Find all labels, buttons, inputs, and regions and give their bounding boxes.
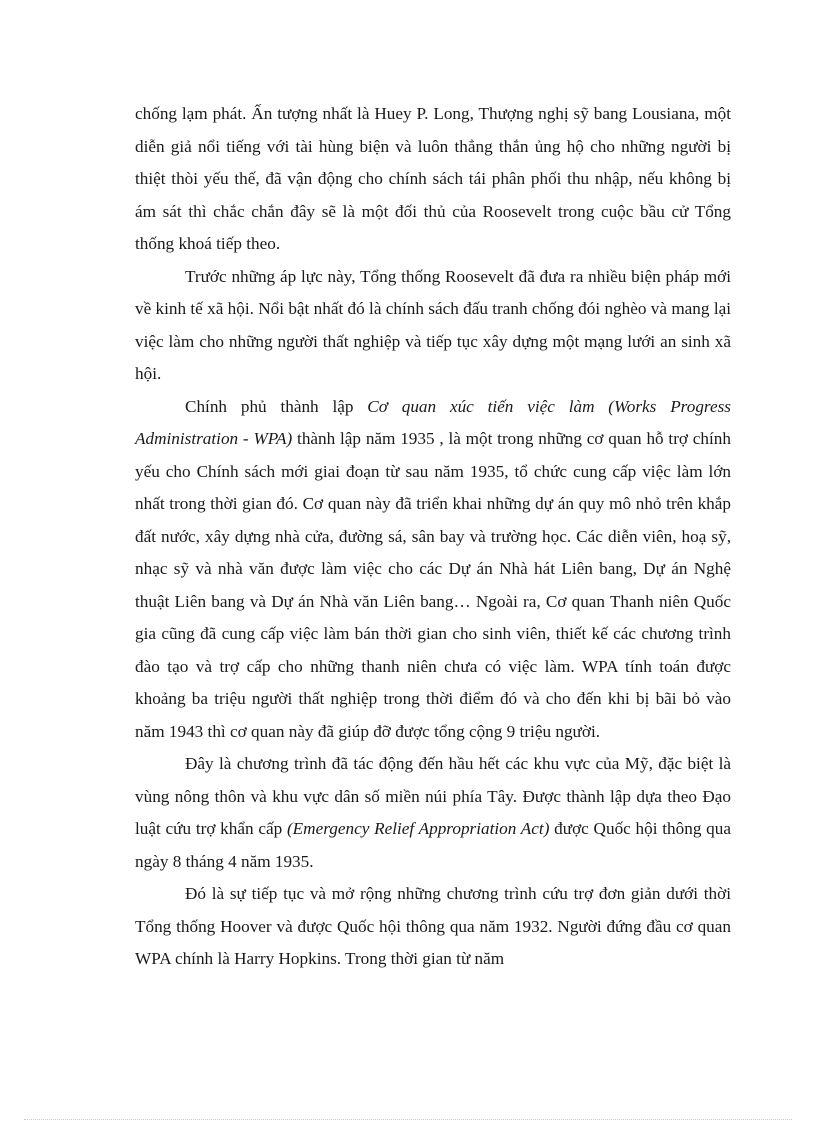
paragraph-emergency-relief-lead: Đây là chương trình đã tác động đến hầu hết các khu vực của Mỹ, đặc biệt là vùng nông thôn và khu vực dân số miền núi phía Tây. Được thành lập dựa theo Đạo luật cứu trợ khẩn cấp [135,754,731,838]
paragraph-emergency-relief [135,748,731,878]
paragraph-emergency-relief-italic-term: (Emergency Relief Appropriation Act) [286,819,550,838]
paragraph-wpa [135,391,731,749]
document-body [135,98,731,976]
paragraph-hoover-hopkins: Đó là sự tiếp tục và mở rộng những chương trình cứu trợ đơn giản dưới thời Tổng thống Hoover và được Quốc hội thông qua năm 1932. Người đứng đầu cơ quan WPA chính là Harry Hopkins. Trong thời gian từ năm [135,884,731,968]
page-bottom-divider [24,1119,792,1120]
paragraph-wpa-rest: thành lập năm 1935 , là một trong những cơ quan hỗ trợ chính yếu cho Chính sách mới giai đoạn từ sau năm 1935, tổ chức cung cấp việc làm lớn nhất trong thời gian đó. Cơ quan này đã triển khai những dự án quy mô nhỏ trên khắp đất nước, xây dựng nhà cửa, đường sá, sân bay và trường học. Các diễn viên, hoạ sỹ, nhạc sỹ và nhà văn được làm việc cho các Dự án Nhà hát Liên bang, Dự án Nghệ thuật Liên bang và Dự án Nhà văn Liên bang… Ngoài ra, Cơ quan Thanh niên Quốc gia cũng đã cung cấp việc làm bán thời gian cho sinh viên, thiết kế các chương trình đào tạo và trợ cấp cho những thanh niên chưa có việc làm. WPA tính toán được khoảng ba triệu người thất nghiệp trong thời điểm đó và cho đến khi bị bãi bỏ vào năm 1943 thì cơ quan này đã giúp đỡ được tổng cộng 9 triệu người. [135,429,731,741]
paragraph-wpa-italic-term: Cơ quan xúc tiến việc làm (Works Progress Administration - WPA) [135,396,731,448]
paragraph-emergency-relief-rest: được Quốc hội thông qua ngày 8 tháng 4 năm 1935. [135,819,731,871]
paragraph-wpa-lead: Chính phủ thành lập [185,396,368,416]
paragraph-continued: chống lạm phát. Ấn tượng nhất là Huey P. Long, Thượng nghị sỹ bang Lousiana, một diễn giả nổi tiếng với tài hùng biện và luôn thẳng thắn ủng hộ cho những người bị thiệt thòi yếu thế, đã vận động cho chính sách tái phân phối thu nhập, nếu không bị ám sát thì chắc chắn đây sẽ là một đối thủ của Roosevelt trong cuộc bầu cử Tổng thống khoá tiếp theo. [135,104,731,253]
paragraph-roosevelt-measures: Trước những áp lực này, Tổng thống Roosevelt đã đưa ra nhiều biện pháp mới về kinh tế xã hội. Nổi bật nhất đó là chính sách đấu tranh chống đói nghèo và mang lại việc làm cho những người thất nghiệp và tiếp tục xây dựng một mạng lưới an sinh xã hội. [135,266,731,383]
